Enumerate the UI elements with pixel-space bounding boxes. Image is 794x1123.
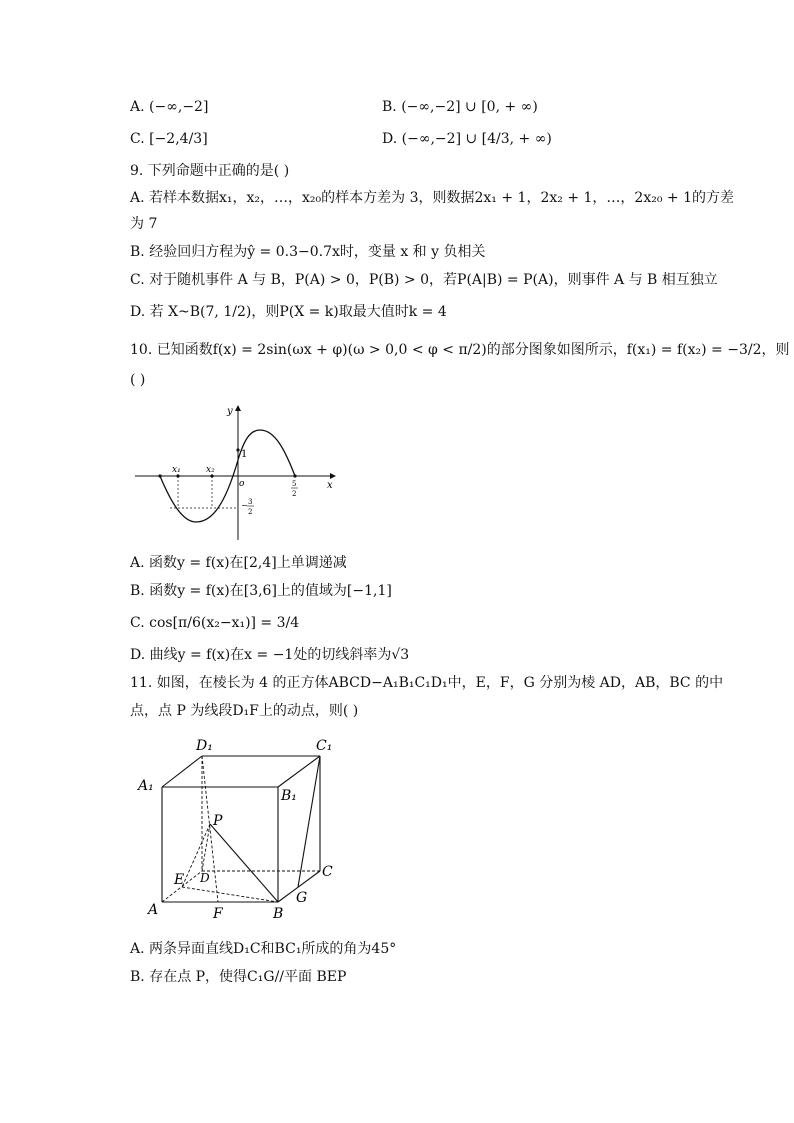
cube-figure	[130, 732, 350, 927]
label-b1: B₁	[281, 788, 297, 804]
label-g: G	[296, 890, 308, 906]
label-c1: C₁	[316, 738, 333, 754]
q8-option-d: D. (−∞,−2] ∪ [4/3, + ∞)	[382, 131, 552, 147]
q9-option-d: D. 若 X~B(7, 1/2)，则P(X = k)取最大值时k = 4	[130, 304, 447, 320]
q10-option-a: A. 函数y = f(x)在[2,4]上单调递减	[130, 555, 347, 571]
q8-option-a: A. (−∞,−2]	[130, 99, 209, 115]
q9-stem: 9. 下列命题中正确的是( )	[130, 163, 290, 179]
q10-stem: 10. 已知函数f(x) = 2sin(ωx + φ)(ω > 0,0 < φ < π/2)的部分图象如图所示，f(x₁) = f(x₂) = −3/2，则	[130, 342, 790, 358]
q10-stem-cont: ( )	[130, 372, 146, 388]
label-f: F	[213, 906, 223, 922]
q11-stem-cont: 点，点 P 为线段D₁F上的动点，则( )	[130, 703, 359, 719]
q11-option-b: B. 存在点 P，使得C₁G//平面 BEP	[130, 969, 347, 985]
frac-den-2b: 2	[292, 490, 297, 498]
q8-option-b: B. (−∞,−2] ∪ [0, + ∞)	[382, 99, 538, 115]
label-d: D	[200, 871, 210, 885]
label-c: C	[322, 864, 333, 880]
sine-graph	[130, 400, 350, 545]
q10-option-b: B. 函数y = f(x)在[3,6]上的值域为[−1,1]	[130, 583, 392, 599]
label-e: E	[174, 872, 185, 888]
label-p: P	[213, 813, 223, 829]
q11-option-a: A. 两条异面直线D₁C和BC₁所成的角为45°	[130, 941, 397, 957]
frac-num-3: 3	[248, 498, 253, 506]
q9-option-b: B. 经验回归方程为ŷ = 0.3−0.7x时，变量 x 和 y 负相关	[130, 244, 486, 260]
q10-option-d: D. 曲线y = f(x)在x = −1处的切线斜率为√3	[130, 647, 410, 663]
frac-num-5: 5	[292, 480, 297, 488]
q9-option-c: C. 对于随机事件 A 与 B，P(A) > 0，P(B) > 0，若P(A|B) = P(A)，则事件 A 与 B 相互独立	[130, 272, 718, 288]
q11-stem: 11. 如图，在棱长为 4 的正方体ABCD−A₁B₁C₁D₁中，E，F，G 分别为棱 AD，AB，BC 的中	[130, 675, 724, 691]
label-b: B	[273, 906, 284, 922]
q8-option-c: C. [−2,4/3]	[130, 131, 208, 147]
y-one-label: 1	[241, 449, 248, 460]
minus-sign: −	[241, 501, 248, 510]
x1-label: x₁	[172, 465, 181, 475]
q10-option-c: C. cos[π/6(x₂−x₁)] = 3/4	[130, 615, 300, 631]
label-d1: D₁	[196, 738, 213, 754]
x2-label: x₂	[206, 465, 215, 475]
q9-option-a: A. 若样本数据x₁，x₂，…，x₂₀的样本方差为 3，则数据2x₁ + 1，2x₂ + 1，…，2x₂₀ + 1的方差	[130, 190, 734, 206]
x-axis-label: x	[327, 480, 333, 491]
origin-label: o	[239, 479, 245, 489]
q9-option-a-cont: 为 7	[130, 216, 158, 232]
label-a1: A₁	[138, 778, 154, 794]
frac-den-2: 2	[248, 508, 253, 516]
y-axis-label: y	[227, 406, 233, 417]
label-a: A	[148, 902, 159, 918]
